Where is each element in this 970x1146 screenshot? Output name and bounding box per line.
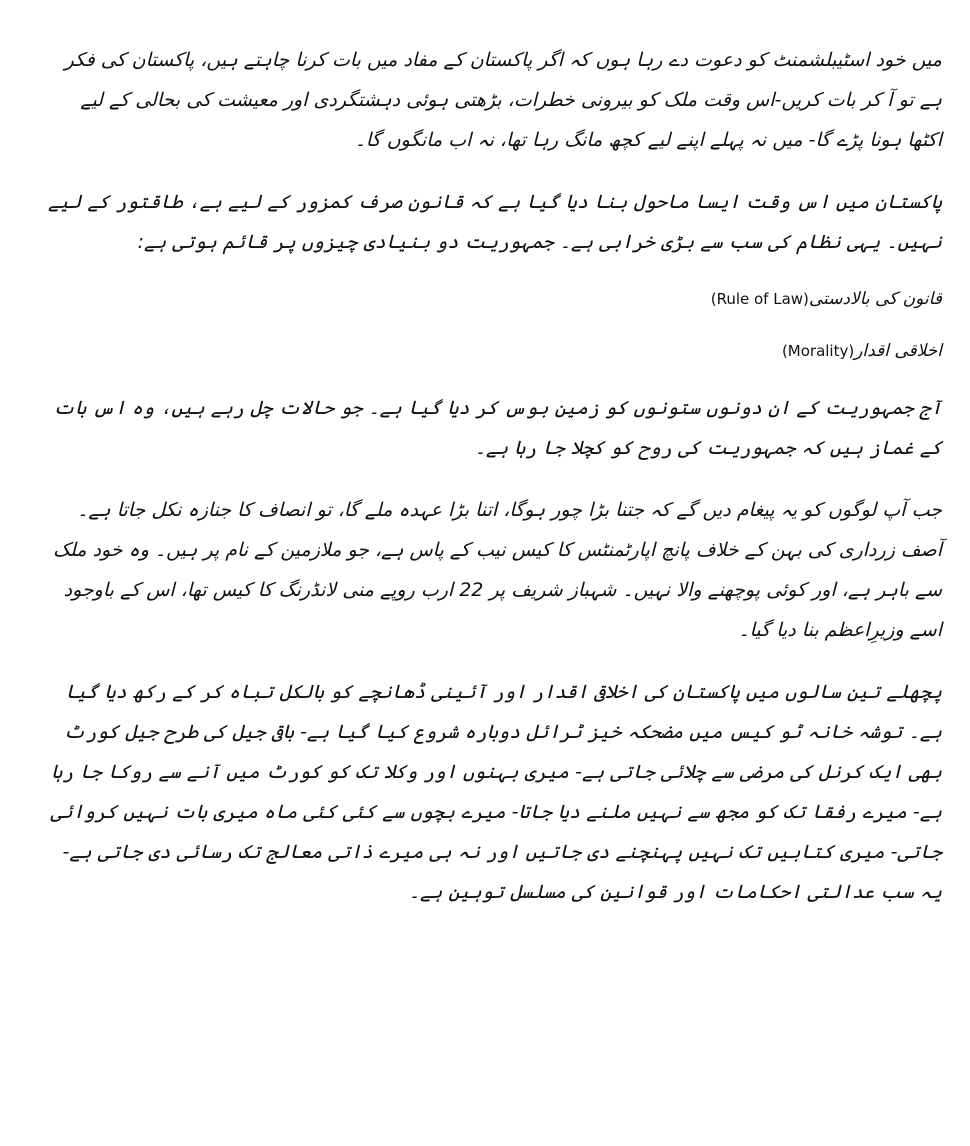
paragraph-rule-of-law-intro: پاکستان میں اس وقت ایسا ماحول بنا دیا گیا ہے کہ قانون صرف کمزور کے لیے ہے، طاقتور کے لیے نہیں۔ یہی نظام کی سب سے بڑی خرابی ہے۔ جمہوریت دو بنیادی چیزوں پر قائم ہوتی ہے: — [47, 191, 942, 253]
paragraph-pillars-destroyed: آج جمہوریت کے ان دونوں ستونوں کو زمین بوس کر دیا گیا ہے۔ جو حالات چل رہے ہیں، وہ اس بات کے غماز ہیں کہ جمہوریت کی روح کو کچلا جا رہا ہے۔ — [53, 397, 942, 459]
pillar-urdu-label: اخلاقی اقدار — [854, 341, 942, 361]
pillar-english-label: (Rule of Law) — [710, 290, 809, 308]
paragraph-last-three-years: پچھلے تین سالوں میں پاکستان کی اخلاقی اقدار اور آئینی ڈھانچے کو بالکل تباہ کر کے رکھ دیا گیا ہے۔ توشہ خانہ ٹو کیس میں مضحکہ خیز ٹرائل دوبارہ شروع کیا گیا ہے- باقی جیل کی طرح جیل کورٹ بھی ایک کرنل کی مرضی سے چلائی جاتی ہے- میری بہنوں اور وکلا تک کو کورٹ میں آنے سے روکا جا رہا ہے- میرے رفقا تک کو مجھ سے نہیں ملنے دیا جاتا- میرے بچوں سے کئی کئی ماہ میری بات نہیں کروائی جاتی- میری کتابیں تک نہیں پہنچنے دی جاتیں اور نہ ہی میرے ذاتی معالج تک رسائی دی جاتی ہے- یہ سب عدالتی احکامات اور قوانین کی مسلسل توہین ہے۔ — [50, 681, 942, 903]
paragraph-justice: جب آپ لوگوں کو یہ پیغام دیں گے کہ جتنا بڑا چور ہوگا، اتنا بڑا عہدہ ملے گا، تو انصاف کا جنازہ نکل جاتا ہے۔ آصف زرداری کی بہن کے خلاف پانچ اپارٹمنٹس کا کیس نیب کے پاس ہے، جو ملازمین کے نام پر ہیں۔ وہ خود ملک سے باہر ہے، اور کوئی پوچھنے والا نہیں۔ شہباز شریف پر 22 ارب روپے منی لانڈرنگ کا کیس تھا، اس کے باوجود اسے وزیرِاعظم بنا دیا گیا۔ — [53, 499, 942, 641]
pillar-rule-of-law — [42, 284, 942, 314]
pillar-urdu-label: قانون کی بالادستی — [808, 289, 942, 309]
paragraph-invitation: میں خود اسٹیبلشمنٹ کو دعوت دے رہا ہوں کہ اگر پاکستان کے مفاد میں بات کرنا چاہتے ہیں، پاکستان کی فکر ہے تو آ کر بات کریں-اس وقت ملک کو بیرونی خطرات، بڑھتی ہوئی دہشتگردی اور معیشت کی بحالی کے لیے اکٹھا ہونا پڑے گا- میں نہ پہلے اپنے لیے کچھ مانگ رہا تھا، نہ اب مانگوں گا۔ — [64, 49, 942, 151]
pillar-english-label: (Morality) — [781, 342, 855, 360]
pillar-morality — [42, 336, 942, 366]
